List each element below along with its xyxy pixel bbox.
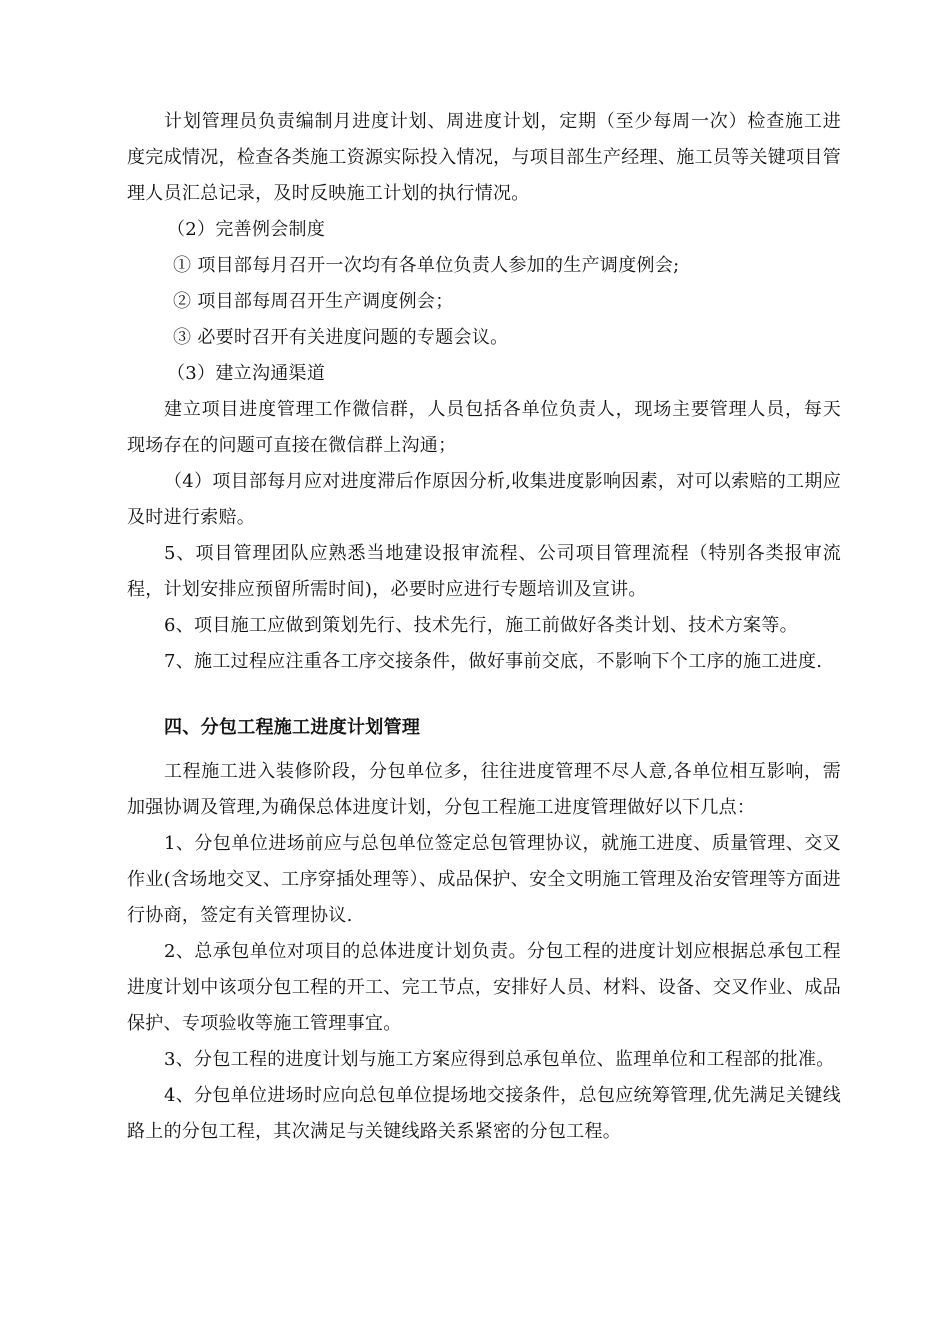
- list-item-monthly-meeting: ① 项目部每月召开一次均有各单位负责人参加的生产调度例会;: [173, 255, 680, 276]
- paragraph-approval-process: 5、项目管理团队应熟悉当地建设报审流程、公司项目管理流程（特别各类报审流程，计划安排应预留所需时间)，必要时应进行专题培训及宣讲。: [127, 543, 841, 600]
- paragraph-subcontract-agreement: 1、分包单位进场前应与总包单位签定总包管理协议，就施工进度、质量管理、交叉作业(含场地交叉、工序穿插处理等）、成品保护、安全文明施工管理及治安管理等方面进行协商，签定有关管理协议.: [127, 833, 841, 926]
- document-page: [127, 104, 841, 1150]
- paragraph-delay-analysis: （4）项目部每月应对进度滞后作原因分析,收集进度影响因素，对可以索赔的工期应及时进行索赔。: [127, 471, 841, 528]
- item-communication-channel: （3）建立沟通渠道: [167, 363, 326, 384]
- section-heading: 四、分包工程施工进度计划管理: [164, 717, 421, 738]
- paragraph-handover-conditions: 7、施工过程应注重各工序交接条件，做好事前交底，不影响下个工序的施工进度.: [164, 651, 823, 672]
- paragraph-subcontract-intro: 工程施工进入装修阶段，分包单位多，往往进度管理不尽人意,各单位相互影响，需加强协调及管理,为确保总体进度计划，分包工程施工进度管理做好以下几点：: [127, 761, 841, 818]
- paragraph-wechat-group: 建立项目进度管理工作微信群，人员包括各单位负责人，现场主要管理人员，每天现场存在的问题可直接在微信群上沟通；: [127, 399, 841, 456]
- paragraph-plan-approval: 3、分包工程的进度计划与施工方案应得到总承包单位、监理单位和工程部的批准。: [164, 1049, 835, 1070]
- item-meeting-system: （2）完善例会制度: [167, 219, 326, 240]
- section-spacer: [127, 680, 841, 694]
- list-item-weekly-meeting: ② 项目部每周召开生产调度例会；: [173, 291, 454, 312]
- paragraph-site-handover: 4、分包单位进场时应向总包单位提场地交接条件，总包应统筹管理,优先满足关键线路上的分包工程，其次满足与关键线路关系紧密的分包工程。: [127, 1085, 841, 1142]
- paragraph-general-contractor: 2、总承包单位对项目的总体进度计划负责。分包工程的进度计划应根据总承包工程进度计划中该项分包工程的开工、完工节点，安排好人员、材料、设备、交叉作业、成品保护、专项验收等施工管理事宜。: [127, 941, 841, 1034]
- list-item-special-meeting: ③ 必要时召开有关进度问题的专题会议。: [173, 327, 509, 348]
- paragraph-plan-manager: 计划管理员负责编制月进度计划、周进度计划，定期（至少每周一次）检查施工进度完成情况，检查各类施工资源实际投入情况，与项目部生产经理、施工员等关键项目管理人员汇总记录，及时反映施工计划的执行情况。: [127, 111, 841, 204]
- paragraph-planning-first: 6、项目施工应做到策划先行、技术先行，施工前做好各类计划、技术方案等。: [164, 615, 798, 636]
